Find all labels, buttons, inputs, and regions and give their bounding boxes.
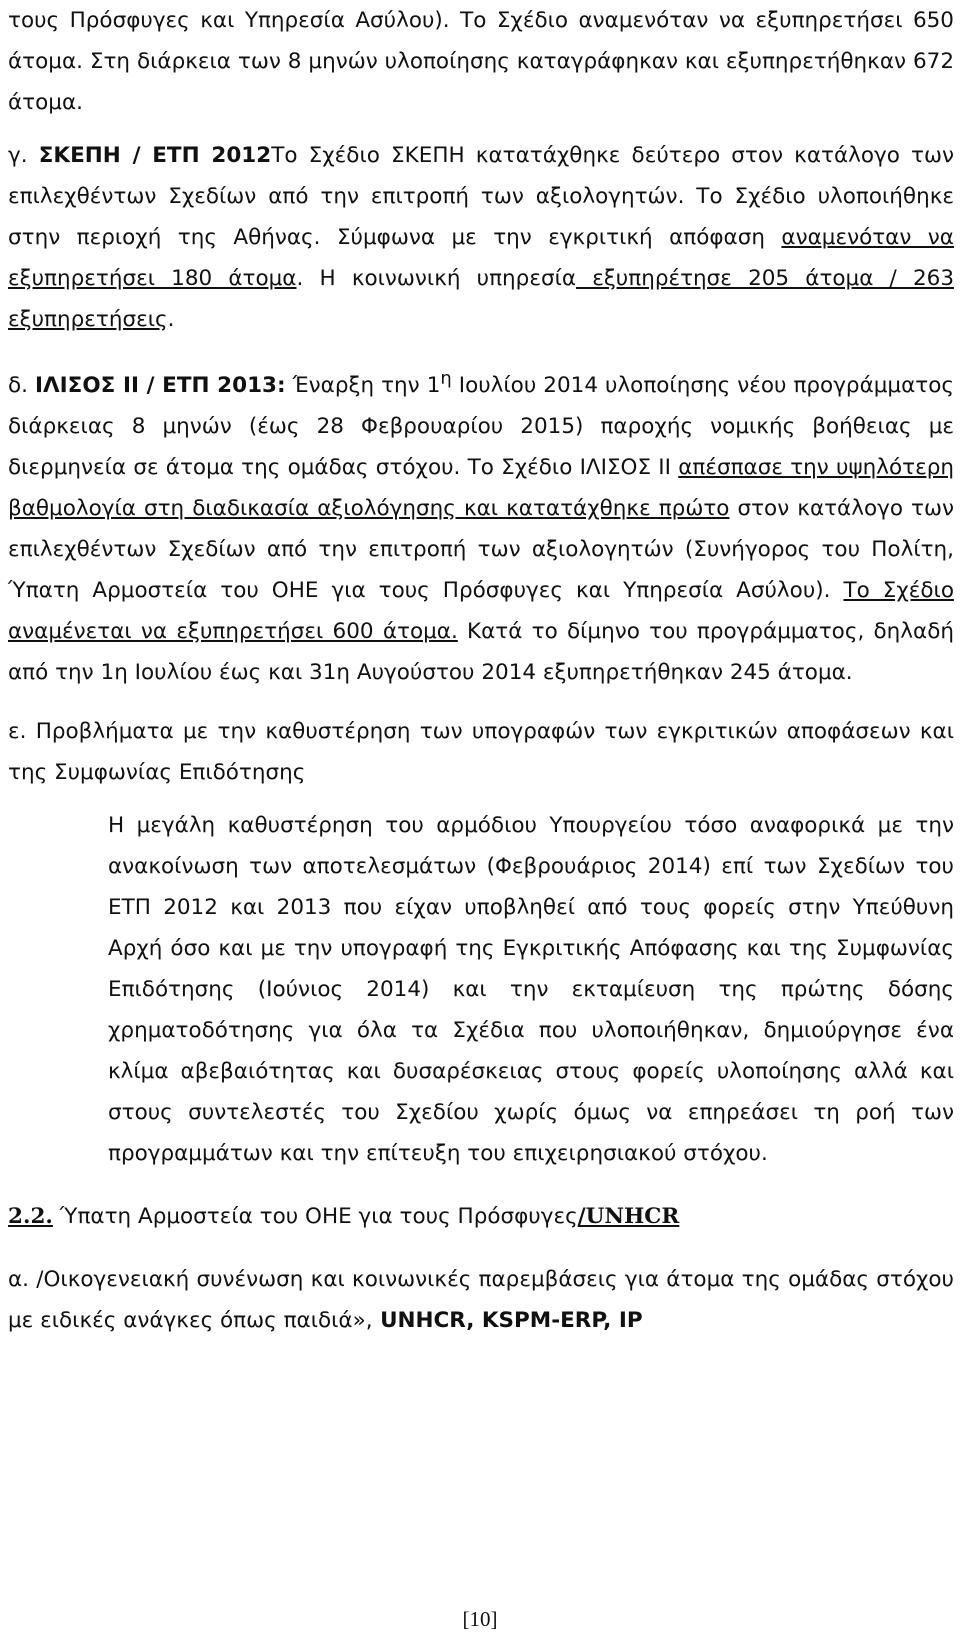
paragraph-text: στον κατάλογο των επιλεχθέντων Σχεδίων από την επιτροπή των αξιολογητών (Συνήγορος του Πολίτη, Ύπατη Αρμοστεία του ΟΗΕ για τους Πρόσφυγες και Υπηρεσία Ασύλου). — [8, 496, 954, 604]
paragraph-problems-body: Η μεγάλη καθυστέρηση του αρμόδιου Υπουργείου τόσο αναφορικά με την ανακοίνωση των αποτελεσμάτων (Φεβρουάριος 2014) επί των Σχεδίων του ΕΤΠ 2012 και 2013 που είχαν υποβληθεί από τους φορείς στην Υπεύθυνη Αρχή όσο και με την υπογραφή της Εγκριτικής Απόφασης και της Συμφωνίας Επιδότησης (Ιούνιος 2014) και την εκταμίευση της πρώτης δόσης χρηματοδότησης για όλα τα Σχέδια που υλοποιήθηκαν, δημιούργησε ένα κλίμα αβεβαιότητας και δυσαρέσκειας στους φορείς υλοποίησης αλλά και στους συντελεστές του Σχεδίου χωρίς όμως να επηρεάσει τη ροή των προγραμμάτων και την επίτευξη του επιχειρησιακού στόχου. — [108, 813, 954, 1167]
item-marker-delta: δ. — [8, 373, 28, 399]
underlined-text: Το Σχέδιο αναμένεται να εξυπηρετήσει 600 άτομα. — [8, 578, 954, 645]
superscript: η — [440, 368, 452, 389]
section-title-ilisos: ΙΛΙΣΟΣ ΙΙ / ΕΤΠ 2013: — [35, 373, 286, 399]
paragraph-text: . — [167, 307, 175, 332]
section-title-skepi: ΣΚΕΠΗ / ΕΤΠ 2012 — [38, 143, 272, 168]
paragraph-text: Το Σχέδιο ΣΚΕΠΗ κατατάχθηκε δεύτερο στον κατάλογο των επιλεχθέντων Σχεδίων από την επιτροπή των αξιολογητών. Το Σχέδιο υλοποιήθηκε στην περιοχή της Αθήνας. Σύμφωνα με την εγκριτική απόφαση — [8, 143, 955, 250]
heading-text: Ύπατη Αρμοστεία του ΟΗΕ για τους Πρόσφυγες — [59, 1204, 578, 1230]
page-number: [10] — [462, 1607, 498, 1631]
paragraph-text: Κατά το δίμηνο του προγράμματος, δηλαδή από την 1η Ιουλίου έως και 31η Αυγούστου 2014 εξυπηρετήθηκαν 245 άτομα. — [8, 619, 954, 686]
paragraph-problems-heading — [8, 711, 954, 793]
heading-abbreviation: /UNHCR — [577, 1204, 680, 1230]
item-marker-epsilon: ε. — [8, 719, 27, 745]
paragraph-intro: τους Πρόσφυγες και Υπηρεσία Ασύλου). Το Σχέδιο αναμενόταν να εξυπηρετήσει 650 άτομα. Στη διάρκεια των 8 μηνών υλοποίησης καταγράφηκαν και εξυπηρετήθηκαν 672 άτομα. — [8, 8, 954, 115]
page-content — [8, 0, 954, 1341]
item-marker-gamma: γ. — [8, 143, 28, 168]
underlined-text: αναμενόταν να εξυπηρετήσει 180 άτομα — [8, 225, 954, 291]
paragraph-skepi — [8, 135, 954, 340]
organizations-list: UNHCR, KSPM-ERP, IP — [372, 1308, 643, 1334]
paragraph-text: . Η κοινωνική υπηρεσία — [296, 266, 577, 291]
paragraph-family-reunification — [8, 1259, 954, 1341]
heading-2-2 — [8, 1196, 954, 1237]
paragraph-text: /Οικογενειακή συνένωση και κοινωνικές παρεμβάσεις για άτομα της ομάδας στόχου με ειδικές ανάγκες όπως παιδιά», — [8, 1267, 954, 1334]
item-marker-alpha: α. — [8, 1267, 30, 1293]
heading-number: 2.2. — [8, 1204, 53, 1230]
paragraph-text: Ιουλίου 2014 υλοποίησης νέου προγράμματος διάρκειας 8 μηνών (έως 28 Φεβρουαρίου 2015) παροχής νομικής βοήθειας με διερμηνεία σε άτομα της ομάδας στόχου. Το Σχέδιο ΙΛΙΣΟΣ ΙΙ — [8, 373, 954, 481]
section-title-problems: Προβλήματα με την καθυστέρηση των υπογραφών των εγκριτικών αποφάσεων και της Συμφωνίας Επιδότησης — [8, 719, 954, 786]
underlined-text: απέσπασε την υψηλότερη βαθμολογία στη διαδικασία αξιολόγησης και κατατάχθηκε πρώτο — [8, 455, 954, 522]
paragraph-ilisos — [8, 358, 954, 693]
underlined-text: εξυπηρέτησε 205 άτομα / 263 εξυπηρετήσεις — [8, 266, 954, 332]
paragraph-text: Έναρξη την 1 — [285, 373, 441, 399]
